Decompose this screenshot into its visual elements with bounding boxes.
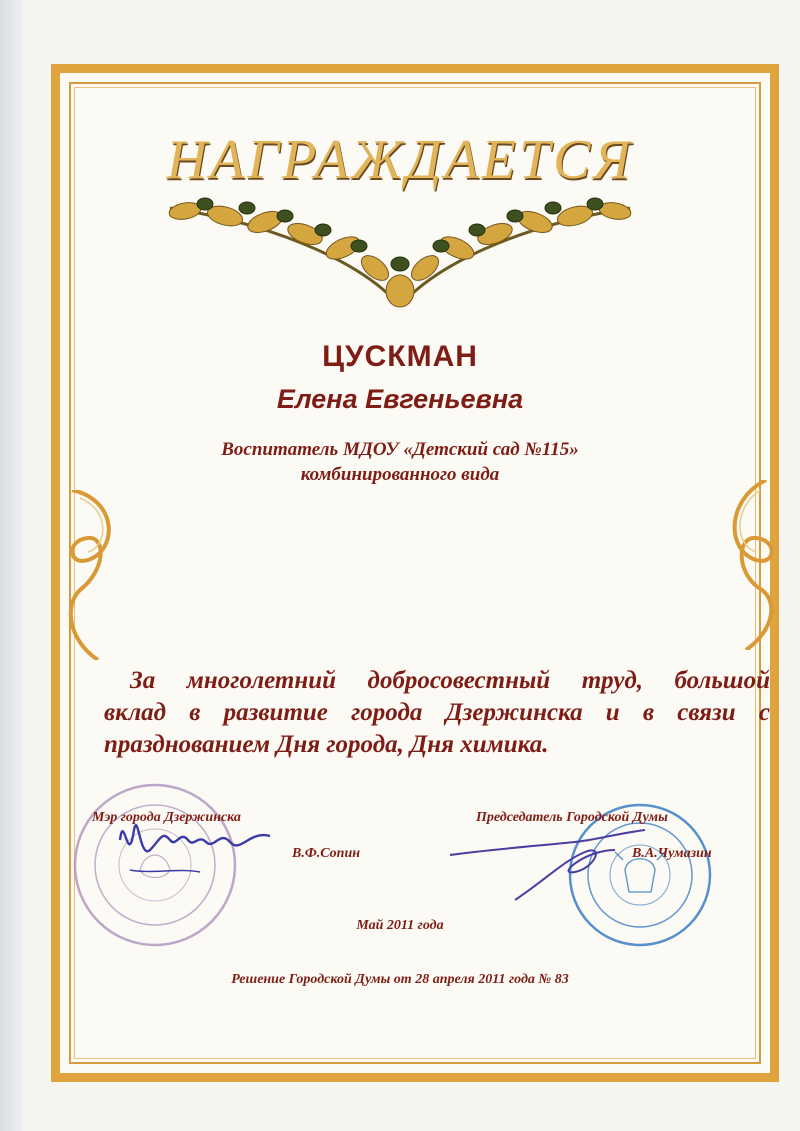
right-handwritten-signature (445, 820, 675, 910)
recipient-position: Воспитатель МДОУ «Детский сад №115» (221, 439, 579, 460)
left-signatory-name: В.Ф.Сопин (292, 846, 361, 861)
right-signatory-title: Председатель Городской Думы (476, 810, 668, 825)
recipient-surname: ЦУСКМАН (322, 340, 478, 373)
issue-date: Май 2011 года (356, 918, 444, 933)
certificate-title: НАГРАЖДАЕТСЯ (166, 129, 634, 191)
right-signatory-name: В.А.Чумазин (632, 846, 712, 861)
award-reason-line-2: вклад в развитие города Дзержинска и в связи с (104, 699, 770, 726)
recipient-given-names: Елена Евгеньевна (276, 384, 524, 414)
council-decision-reference: Решение Городской Думы от 28 апреля 2011 года № 83 (231, 972, 569, 987)
right-swirl-ornament (716, 480, 786, 650)
left-swirl-ornament (58, 490, 128, 660)
recipient-position-continued: комбинированного вида (300, 464, 500, 485)
award-reason-line-3: празднованием Дня города, Дня химика. (104, 731, 549, 758)
left-signatory-title: Мэр города Дзержинска (92, 810, 241, 825)
oak-wreath-ornament (165, 186, 635, 311)
award-reason-line-1: За многолетний добросовестный труд, большой (130, 667, 770, 694)
